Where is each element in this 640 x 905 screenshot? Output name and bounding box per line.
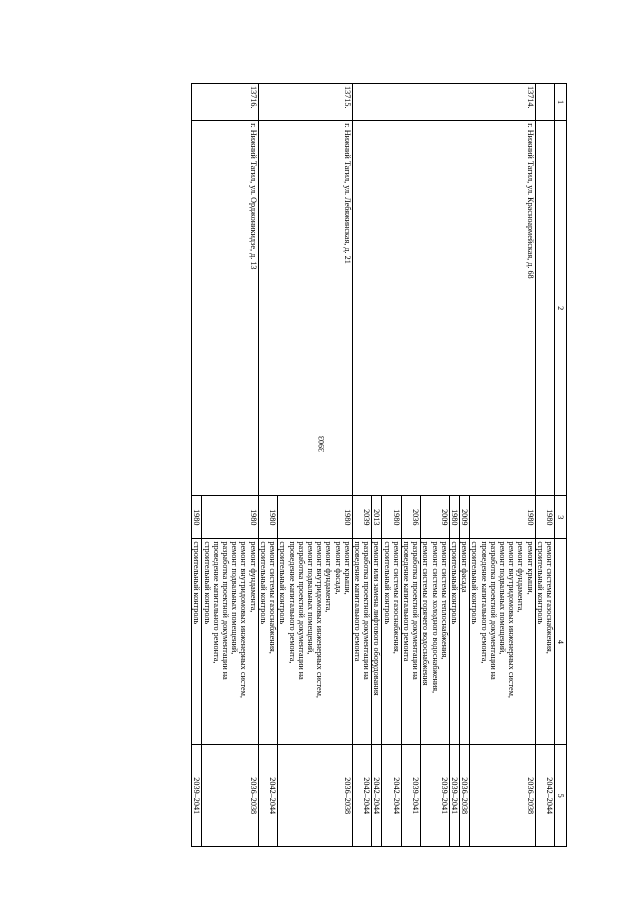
work-cell: ремонт системы газоснабжения, строительный контроль	[258, 539, 277, 745]
header-col-1: 1	[555, 84, 567, 121]
year-cell: 1980	[192, 496, 202, 539]
work-cell: ремонт крыши, ремонт фасада, ремонт фундамента, ремонт внутридомовых инженерных систем, ремонт подвальных помещений, разработка проектной документации на проведение капитального ремонта, строительный контроль	[278, 539, 353, 745]
period-cell: 2036–2038	[470, 745, 535, 847]
address-cell	[535, 121, 554, 496]
number-cell	[535, 84, 554, 121]
rotated-page	[89, 83, 567, 847]
period-cell: 2039–2041	[421, 745, 450, 847]
year-cell: 1980	[382, 496, 401, 539]
work-cell: ремонт или замена лифтового оборудования	[372, 539, 382, 745]
address-cell: г. Нижний Тагил, ул. Орджоникидзе, д. 13	[192, 121, 258, 496]
table-row	[470, 84, 535, 847]
year-cell: 1980	[449, 496, 459, 539]
entry-number: 13714.	[352, 84, 535, 121]
work-cell: строительный контроль	[192, 539, 202, 745]
period-cell: 2042–2044	[535, 745, 554, 847]
period-cell: 2036–2038	[278, 745, 353, 847]
period-cell: 2036–2038	[202, 745, 258, 847]
work-cell: ремонт системы теплоснабжения, ремонт системы холодного водоснабжения, ремонт системы горячего водоснабжения	[421, 539, 450, 745]
period-cell: 2039–2041	[449, 745, 459, 847]
header-row	[555, 84, 567, 847]
period-cell: 2042–2044	[372, 745, 382, 847]
year-cell: 2009	[459, 496, 469, 539]
work-cell: ремонт фундамента, ремонт внутридомовых инженерных систем, ремонт подвальных помещений, разработка проектной документации на проведение капитального ремонта, строительный контроль	[202, 539, 258, 745]
page-number: 3903	[317, 436, 326, 452]
work-cell: ремонт системы газоснабжения, строительный контроль	[535, 539, 554, 745]
work-cell: ремонт фасада	[459, 539, 469, 745]
header-col-2: 2	[555, 121, 567, 496]
address-cell: г. Нижний Тагил, ул. Красноармейская, д. 68	[352, 121, 535, 496]
year-cell: 1980	[535, 496, 554, 539]
year-cell: 1980	[258, 496, 277, 539]
header-col-5: 5	[555, 745, 567, 847]
year-cell: 2036	[401, 496, 420, 539]
address-cell: г. Нижний Тагил, ул. Лебяжинская, д. 21	[258, 121, 352, 496]
work-cell: ремонт крыши, ремонт фундамента, ремонт внутридомовых инженерных систем, ремонт подвальных помещений, разработка проектной документации на проведение капитального ремонта, строительный контроль	[470, 539, 535, 745]
period-cell: 2042–2044	[382, 745, 401, 847]
work-cell: ремонт системы газоснабжения, строительный контроль	[382, 539, 401, 745]
header-col-4: 4	[555, 539, 567, 745]
period-cell: 2036–2038	[459, 745, 469, 847]
work-cell: разработка проектной документации на проведение капитального ремонта	[352, 539, 371, 745]
period-cell: 2039–2041	[401, 745, 420, 847]
table-row	[278, 84, 353, 847]
entry-number: 13715.	[258, 84, 352, 121]
table-row	[202, 84, 258, 847]
work-cell: разработка проектной документации на проведение капитального ремонта	[401, 539, 420, 745]
year-cell: 1980	[278, 496, 353, 539]
year-cell: 2039	[352, 496, 371, 539]
year-cell: 1980	[202, 496, 258, 539]
period-cell: 2042–2044	[258, 745, 277, 847]
period-cell: 2042–2044	[352, 745, 371, 847]
entry-number: 13716.	[192, 84, 258, 121]
header-col-3: 3	[555, 496, 567, 539]
period-cell: 2039–2041	[192, 745, 202, 847]
year-cell: 2009	[421, 496, 450, 539]
year-cell: 2013	[372, 496, 382, 539]
work-cell: строительный контроль	[449, 539, 459, 745]
repair-schedule-table	[191, 83, 567, 847]
year-cell: 1980	[470, 496, 535, 539]
table-row	[535, 84, 554, 847]
